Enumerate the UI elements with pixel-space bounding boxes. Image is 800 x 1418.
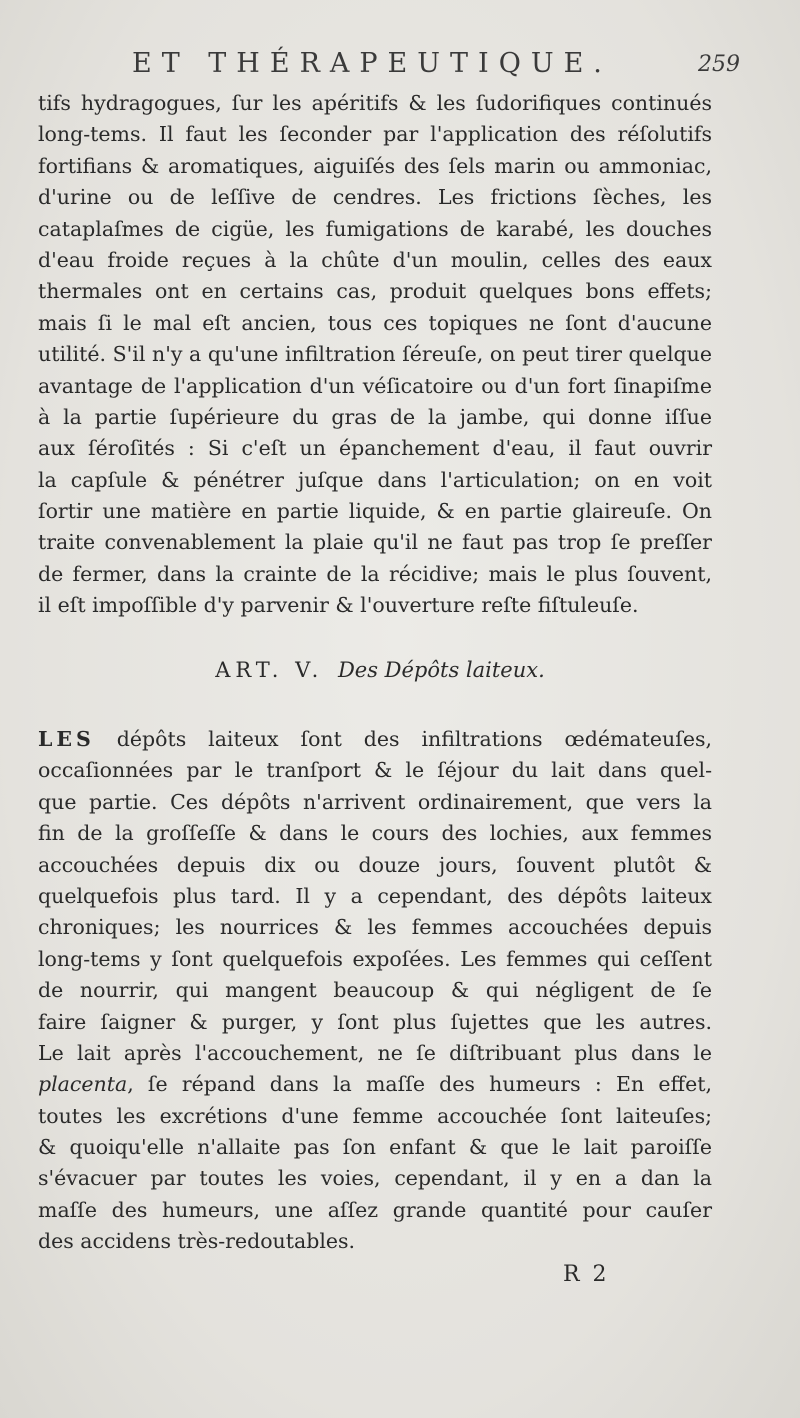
- text-line: occaſionnées par le tranſport & le ſéjour du lait dans quel-: [38, 758, 712, 783]
- text-line: long-tems y ſont quelquefois expoſées. Les femmes qui ceſſent: [38, 946, 712, 971]
- text-line: fortifians & aromatiques, aiguiſés des ſels marin ou ammoniac,: [38, 153, 712, 178]
- page-number: 259: [698, 52, 740, 77]
- text-line: aux ſéroſités : Si c'eſt un épanchement d'eau, il faut ouvrir: [38, 436, 712, 461]
- article-title: Des Dépôts laiteux.: [337, 658, 545, 682]
- text-line: d'urine ou de leſſive de cendres. Les frictions ſèches, les: [38, 185, 712, 210]
- placenta-word: placenta: [38, 1072, 128, 1097]
- text-line: de nourrir, qui mangent beaucoup & qui négligent de ſe: [38, 978, 712, 1003]
- text-line: à la partie ſupérieure du gras de la jambe, qui donne iſſue: [38, 404, 712, 429]
- paragraph-2: [38, 724, 712, 1258]
- text-line: maſſe des humeurs, une aſſez grande quantité pour cauſer: [38, 1197, 712, 1222]
- text-line: s'évacuer par toutes les voies, cependant, il y en a dan la: [38, 1166, 712, 1191]
- text-line: toutes les excrétions d'une femme accouchée ſont laiteuſes;: [38, 1103, 712, 1128]
- text-line: thermales ont en certains cas, produit quelques bons effets;: [38, 279, 712, 304]
- text-line: quelquefois plus tard. Il y a cependant, des dépôts laiteux: [38, 883, 712, 908]
- text-line: utilité. S'il n'y a qu'une infiltration ſéreuſe, on peut tirer quelque: [38, 342, 712, 367]
- text-line: & quoiqu'elle n'allaite pas ſon enfant & que le lait paroiſſe: [38, 1135, 712, 1160]
- text-line: des accidens très-redoutables.: [38, 1229, 356, 1254]
- text-line: avantage de l'application d'un véſicatoire ou d'un fort ſinapiſme: [38, 373, 712, 398]
- drop-capital: LES: [38, 727, 95, 751]
- text-line: tifs hydragogues, ſur les apéritifs & les ſudorifiques continués: [38, 91, 712, 115]
- text-line: fin de la groſſeſſe & dans le cours des lochies, aux femmes: [38, 821, 712, 846]
- first-line-text: dépôts laiteux ſont des infiltrations œdémateuſes,: [116, 727, 712, 751]
- paragraph-1: [38, 88, 712, 622]
- text-line: Le lait après l'accouchement, ne ſe diſtribuant plus dans le: [38, 1040, 712, 1065]
- text-line: que partie. Ces dépôts n'arrivent ordinairement, que vers la: [38, 789, 712, 814]
- article-number: ART. V.: [215, 658, 324, 682]
- text-line: accouchées depuis dix ou douze jours, ſouvent plutôt &: [38, 852, 712, 877]
- section-heading: [0, 658, 760, 682]
- text-line-placenta: [38, 1069, 712, 1100]
- text-line: de fermer, dans la crainte de la récidive; mais le plus ſouvent,: [38, 561, 712, 586]
- text-line: mais ſi le mal eſt ancien, tous ces topiques ne ſont d'aucune: [38, 310, 712, 335]
- text-line-first: [38, 724, 712, 755]
- running-head: [40, 40, 740, 90]
- text-line: long-tems. Il faut les ſeconder par l'application des réſolutifs: [38, 122, 712, 147]
- text-line: chroniques; les nourrices & les femmes accouchées depuis: [38, 915, 712, 940]
- text-line: d'eau froide reçues à la chûte d'un moulin, celles des eaux: [38, 247, 712, 272]
- text-line: cataplaſmes de cigüe, les fumigations de karabé, les douches: [38, 216, 712, 241]
- signature-mark: R 2: [563, 1262, 610, 1287]
- running-head-title: ET THÉRAPEUTIQUE.: [132, 48, 612, 79]
- text-line: faire ſaigner & purger, y ſont plus ſujettes que les autres.: [38, 1009, 712, 1034]
- text-line: la capſule & pénétrer juſque dans l'articulation; on en voit: [38, 467, 712, 492]
- text-line: il eſt impoſſible d'y parvenir & l'ouverture reſte fiſtuleuſe.: [38, 593, 639, 618]
- text-line: ſortir une matière en partie liquide, & en partie glaireuſe. On: [38, 499, 712, 524]
- placenta-line-text: , ſe répand dans la maſſe des humeurs : En effet,: [127, 1072, 712, 1097]
- text-line: traite convenablement la plaie qu'il ne faut pas trop ſe preſſer: [38, 530, 712, 555]
